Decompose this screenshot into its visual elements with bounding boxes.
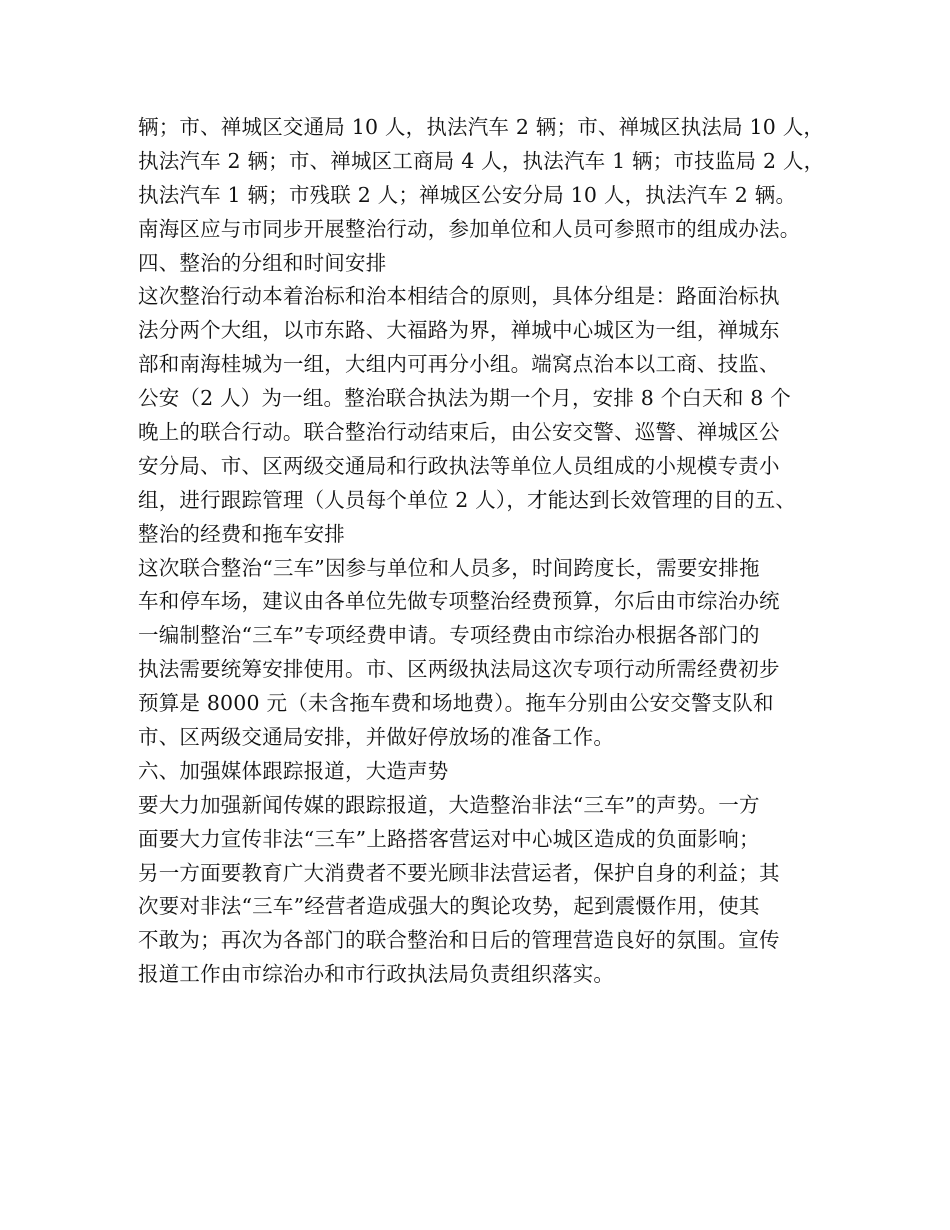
text-line: 一编制整治“三车”专项经费申请。专项经费由市综治办根据各部门的 [138, 623, 760, 648]
text-line: 这次联合整治“三车”因参与单位和人员多，时间跨度长，需要安排拖 [138, 555, 760, 580]
text-line: 市、区两级交通局安排，并做好停放场的准备工作。 [138, 725, 615, 750]
text-line: 部和南海桂城为一组，大组内可再分小组。端窝点治本以工商、技监、 [138, 352, 780, 377]
document-body [138, 111, 838, 992]
text-line: 南海区应与市同步开展整治行动，参加单位和人员可参照市的组成办法。 [138, 216, 801, 241]
text-line: 预算是 8000 元（未含拖车费和场地费）。拖车分别由公安交警支队和 [138, 691, 774, 716]
text-line: 面要大力宣传非法“三车”上路搭客营运对中心城区造成的负面影响； [138, 826, 760, 851]
text-line: 报道工作由市综治办和市行政执法局负责组织落实。 [138, 962, 615, 987]
text-line: 这次整治行动本着治标和治本相结合的原则，具体分组是：路面治标执 [138, 284, 780, 309]
text-line: 不敢为；再次为各部门的联合整治和日后的管理营造良好的氛围。宣传 [138, 928, 780, 953]
text-line: 执法需要统筹安排使用。市、区两级执法局这次专项行动所需经费初步 [138, 657, 780, 682]
section-heading: 整治的经费和拖车安排 [138, 521, 345, 546]
text-line: 组，进行跟踪管理（人员每个单位 2 人），才能达到长效管理的目的五、 [138, 487, 797, 512]
text-line: 另一方面要教育广大消费者不要光顾非法营运者，保护自身的利益；其 [138, 860, 780, 885]
text-line: 法分两个大组，以市东路、大福路为界，禅城中心城区为一组，禅城东 [138, 318, 780, 343]
text-line: 执法汽车 2 辆；市、禅城区工商局 4 人，执法汽车 1 辆；市技监局 2 人， [138, 148, 825, 173]
text-line: 辆；市、禅城区交通局 10 人，执法汽车 2 辆；市、禅城区执法局 10 人， [138, 115, 825, 139]
text-line: 执法汽车 1 辆；市残联 2 人；禅城区公安分局 10 人，执法汽车 2 辆。 [138, 182, 797, 207]
text-line: 安分局、市、区两级交通局和行政执法等单位人员组成的小规模专责小 [138, 453, 780, 478]
text-line: 车和停车场，建议由各单位先做专项整治经费预算，尔后由市综治办统 [138, 589, 780, 614]
text-line: 晚上的联合行动。联合整治行动结束后，由公安交警、巡警、禅城区公 [138, 420, 780, 445]
text-line: 次要对非法“三车”经营者造成强大的舆论攻势，起到震慑作用，使其 [138, 894, 760, 919]
text-line: 要大力加强新闻传媒的跟踪报道，大造整治非法“三车”的声势。一方 [138, 792, 760, 817]
section-heading: 四、整治的分组和时间安排 [138, 250, 387, 275]
text-line: 公安（2 人）为一组。整治联合执法为期一个月，安排 8 个白天和 8 个 [138, 386, 791, 411]
section-heading: 六、加强媒体跟踪报道，大造声势 [138, 758, 449, 783]
